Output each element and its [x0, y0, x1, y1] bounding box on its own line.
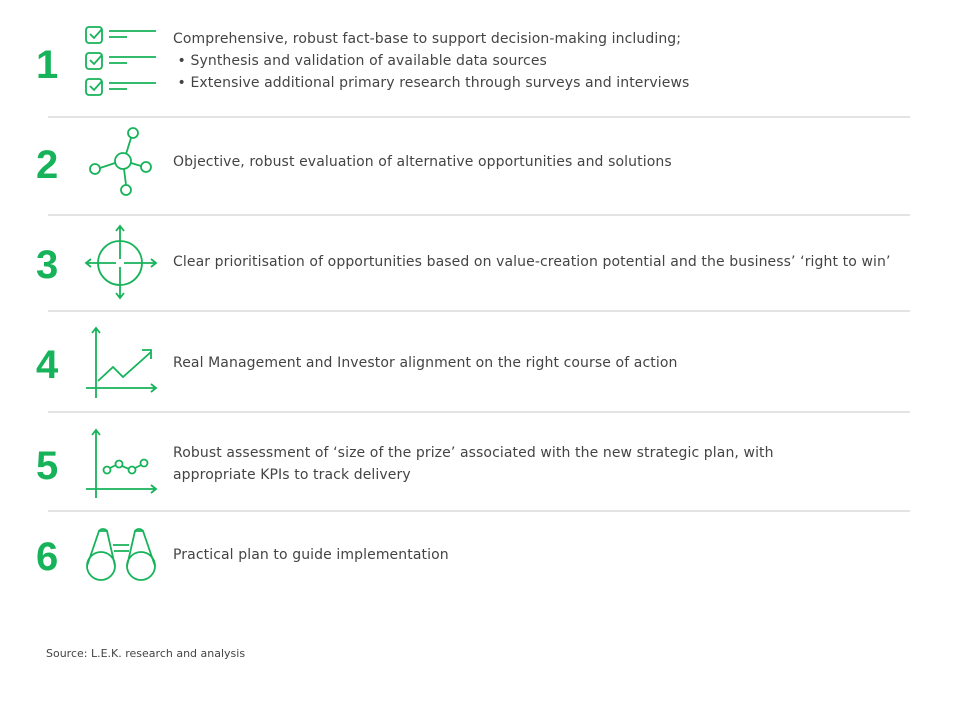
- crosshair-target-icon: [82, 223, 162, 305]
- item-text-3: Clear prioritisation of opportunities based on value-creation potential and the business’ ‘right to win’: [173, 254, 891, 270]
- divider: [48, 310, 910, 312]
- checklist-icon: [82, 24, 162, 104]
- item-text-6: Practical plan to guide implementation: [173, 547, 449, 563]
- item-text-4: Real Management and Investor alignment on the right course of action: [173, 355, 678, 371]
- bullet: • Synthesis and validation of available data sources: [173, 53, 547, 69]
- item-number-3: 3: [36, 243, 59, 287]
- item-text-1: [173, 28, 689, 94]
- bullet-text: Extensive additional primary research through surveys and interviews: [190, 75, 690, 91]
- divider: [48, 411, 910, 413]
- divider: [48, 116, 910, 118]
- divider: [48, 214, 910, 216]
- item-heading: Comprehensive, robust fact-base to support decision-making including;: [173, 31, 682, 47]
- item-text-2: Objective, robust evaluation of alternative opportunities and solutions: [173, 154, 672, 170]
- item-text-line: appropriate KPIs to track delivery: [173, 467, 411, 483]
- item-number-6: 6: [36, 535, 59, 579]
- item-number-1: 1: [36, 43, 59, 87]
- item-number-5: 5: [36, 444, 59, 488]
- item-text-5: [173, 442, 774, 486]
- source-note: Source: L.E.K. research and analysis: [46, 647, 246, 660]
- item-number-2: 2: [36, 143, 59, 187]
- item-number-4: 4: [36, 343, 59, 387]
- binoculars-icon: [82, 523, 162, 589]
- network-nodes-icon: [82, 124, 162, 204]
- bullet-text: Synthesis and validation of available data sources: [190, 53, 547, 69]
- bullet: • Extensive additional primary research through surveys and interviews: [173, 75, 690, 91]
- kpi-chart-icon: [82, 428, 162, 504]
- divider: [48, 510, 910, 512]
- line-chart-up-icon: [82, 324, 162, 404]
- item-text-line: Robust assessment of ‘size of the prize’ associated with the new strategic plan, with: [173, 445, 774, 461]
